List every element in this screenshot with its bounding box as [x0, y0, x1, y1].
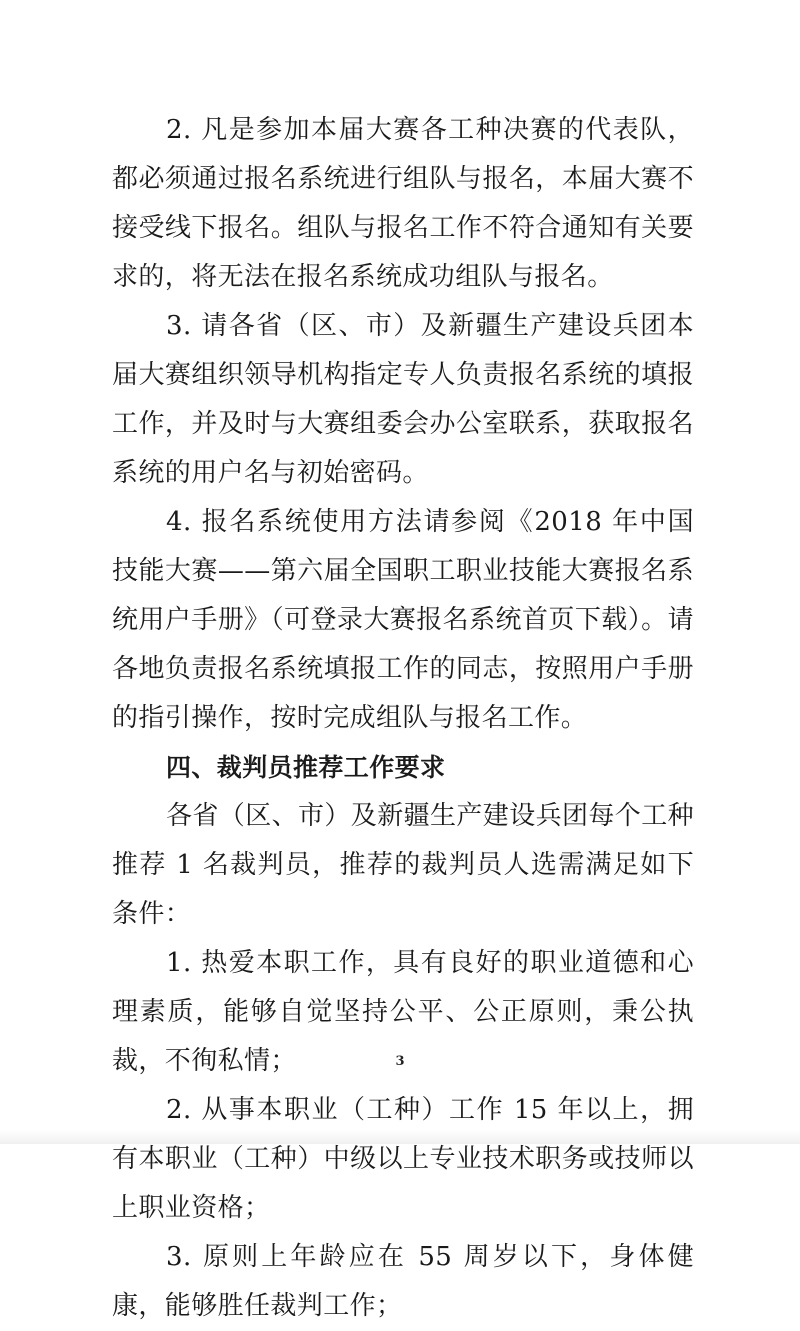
paragraph-condition-experience: 2. 从事本职业（工种）工作 15 年以上，拥有本职业（工种）中级以上专业技术职务或技师以上职业资格； — [112, 1095, 694, 1223]
document-body — [112, 106, 694, 1331]
paragraph-referee-intro: 各省（区、市）及新疆生产建设兵团每个工种推荐 1 名裁判员，推荐的裁判员人选需满足如下条件： — [112, 801, 695, 929]
paragraph-condition-ethics: 1. 热爱本职工作，具有良好的职业道德和心理素质，能够自觉坚持公平、公正原则，秉公执裁，不徇私情； — [112, 948, 694, 1076]
paragraph-user-manual: 4. 报名系统使用方法请参阅《2018 年中国技能大赛——第六届全国职工职业技能大赛报名系统用户手册》（可登录大赛报名系统首页下载）。请各地负责报名系统填报工作的同志，按照用户手册的指引操作，按时完成组队与报名工作。 — [112, 507, 694, 733]
paragraph-condition-age: 3. 原则上年龄应在 55 周岁以下，身体健康，能够胜任裁判工作； — [112, 1242, 694, 1321]
paragraph-designate-staff: 3. 请各省（区、市）及新疆生产建设兵团本届大赛组织领导机构指定专人负责报名系统的填报工作，并及时与大赛组委会办公室联系，获取报名系统的用户名与初始密码。 — [112, 311, 694, 488]
page-bottom-edge — [0, 1130, 800, 1144]
section-heading-referee-recommendation: 四、裁判员推荐工作要求 — [166, 753, 446, 782]
page-number: 3 — [395, 1054, 405, 1069]
paragraph-registration-system-requirement: 2. 凡是参加本届大赛各工种决赛的代表队，都必须通过报名系统进行组队与报名，本届大赛不接受线下报名。组队与报名工作不符合通知有关要求的，将无法在报名系统成功组队与报名。 — [112, 115, 694, 292]
